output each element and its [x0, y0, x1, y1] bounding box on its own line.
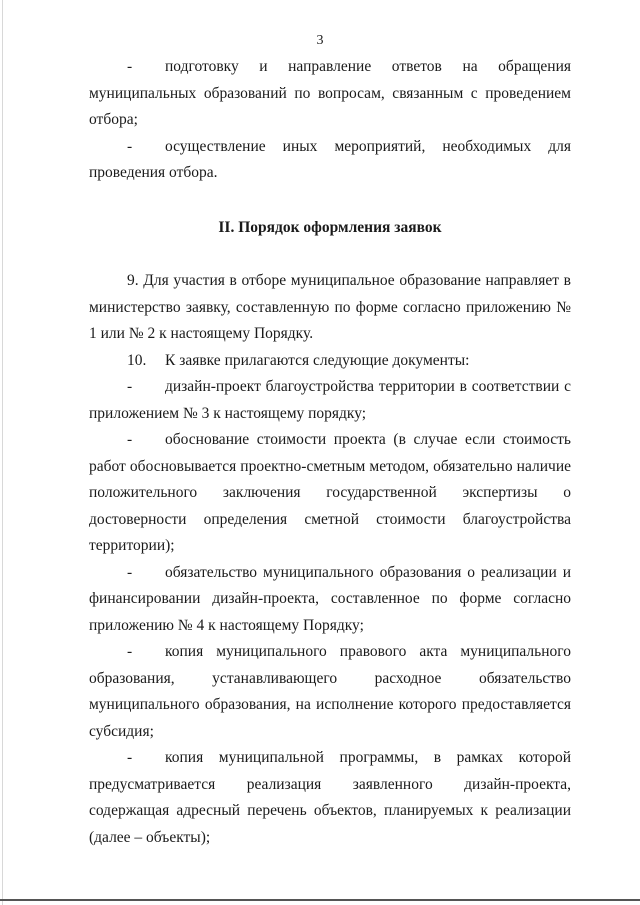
scan-left-edge — [2, 0, 3, 905]
bullet-item — [89, 427, 571, 560]
bullet-dash: - — [127, 749, 133, 766]
bullet-dash: - — [127, 137, 133, 155]
bullet-dash: - — [127, 431, 133, 448]
bullet-text: копия муниципальной программы, в рамках которой предусматривается реализация заявленного дизайн-проекта, содержащая адресный перечень объектов, планируемых к реализации (далее – объекты); — [89, 749, 571, 846]
bullet-text: обоснование стоимости проекта (в случае если стоимость работ обосновывается проектно-сметным методом, обязательно наличие положительного заключения государственной экспертизы о достоверности определения сметной стоимости благоустройства территории); — [89, 431, 571, 554]
page-number: 3 — [316, 33, 324, 48]
paragraph-9: 9. Для участия в отборе муниципальное образование направляет в министерство заявку, составленную по форме согласно приложению № 1 или № 2 к настоящему Порядку. — [89, 272, 571, 342]
bullet-item — [89, 134, 571, 187]
paragraph-10 — [89, 348, 571, 375]
bullet-dash: - — [127, 378, 133, 395]
paragraph-text: К заявке прилагаются следующие документы: — [165, 351, 470, 369]
bullet-item — [89, 374, 571, 427]
document-body — [89, 54, 571, 851]
scan-bottom-edge — [0, 899, 640, 901]
bullet-item — [89, 639, 571, 745]
bullet-dash: - — [127, 643, 133, 660]
bullet-text: копия муниципального правового акта муниципального образования, устанавливающего расходное обязательство муниципального образования, на исполнение которого предоставляется субсидия; — [89, 643, 571, 740]
bullet-text: подготовку и направление ответов на обращения муниципальных образований по вопросам, связанным с проведением отбора; — [89, 58, 571, 128]
bullet-item — [89, 745, 571, 851]
bullet-text: осуществление иных мероприятий, необходимых для проведения отбора. — [89, 137, 571, 181]
bullet-text: обязательство муниципального образования о реализации и финансировании дизайн-проекта, составленное по форме согласно приложению № 4 к настоящему Порядку; — [89, 563, 571, 634]
bullet-text: дизайн-проект благоустройства территории в соответствии с приложением № 3 к настоящему порядку; — [89, 378, 571, 422]
section-heading: II. Порядок оформления заявок — [218, 218, 442, 236]
bullet-dash: - — [127, 563, 133, 581]
bullet-dash: - — [127, 58, 133, 75]
bullet-item — [89, 54, 571, 134]
bullet-item — [89, 560, 571, 640]
paragraph-number: 10. — [127, 351, 147, 369]
